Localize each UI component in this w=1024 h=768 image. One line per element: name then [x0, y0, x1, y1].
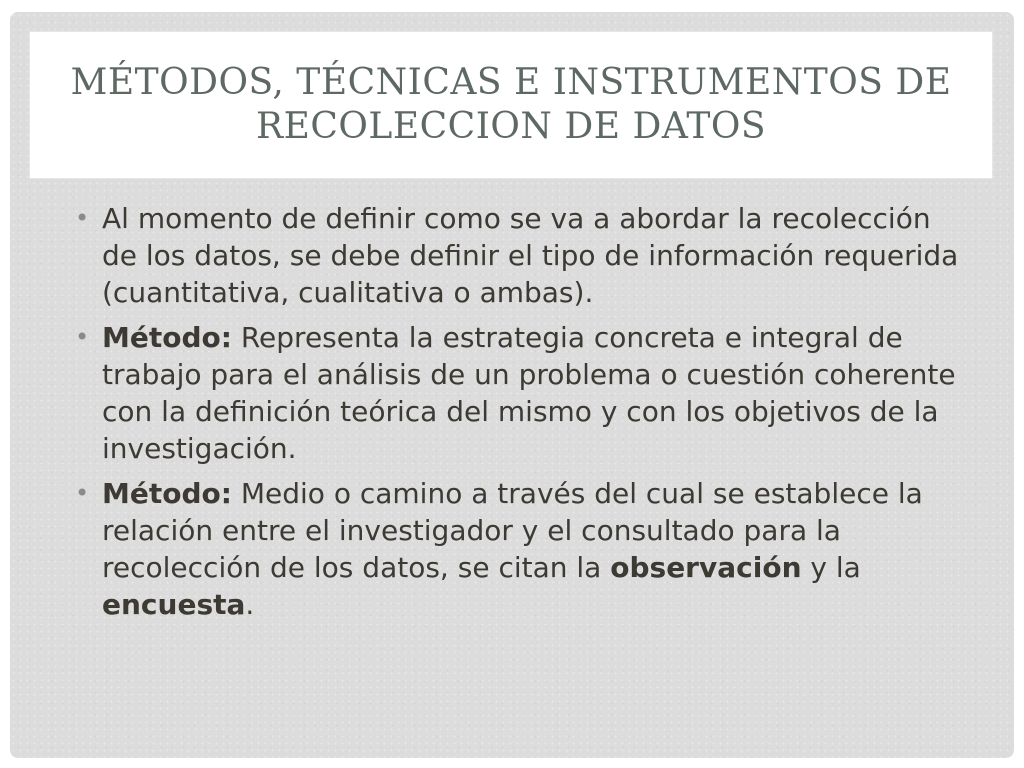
bold-word-encuesta: encuesta [102, 588, 246, 621]
bullet-item [72, 475, 972, 623]
slide-title [71, 61, 952, 149]
bullet-text: Al momento de definir como se va a abordar la recolección de los datos, se debe definir el tipo de información requerida (cuantitativa, cualitativa o ambas). [102, 202, 959, 309]
bullet-item [72, 200, 972, 311]
bullet-term: Método: [102, 321, 232, 354]
bullet-list [72, 200, 972, 631]
title-line-2: RECOLECCION DE DATOS [255, 106, 767, 147]
title-box [30, 32, 992, 178]
bullet-item [72, 319, 972, 467]
bullet-dot-icon: • [75, 323, 90, 351]
title-line-1: MÉTODOS, TÉCNICAS E INSTRUMENTOS DE [70, 62, 952, 103]
slide [10, 12, 1014, 758]
bullet-text: y la [801, 551, 861, 584]
bullet-dot-icon: • [75, 479, 90, 507]
bullet-dot-icon: • [75, 204, 90, 232]
bullet-term: Método: [102, 477, 232, 510]
bullet-text: Medio o camino a través del cual se establece la relación entre el investigador y el consultado para la recolección de los datos, se citan la [102, 477, 923, 584]
bullet-text: . [245, 588, 255, 621]
bold-word-observacion: observación [610, 551, 802, 584]
bullet-text: Representa la estrategia concreta e integral de trabajo para el análisis de un problema o cuestión coherente con la definición teórica del mismo y con los objetivos de la investigación. [102, 321, 956, 465]
